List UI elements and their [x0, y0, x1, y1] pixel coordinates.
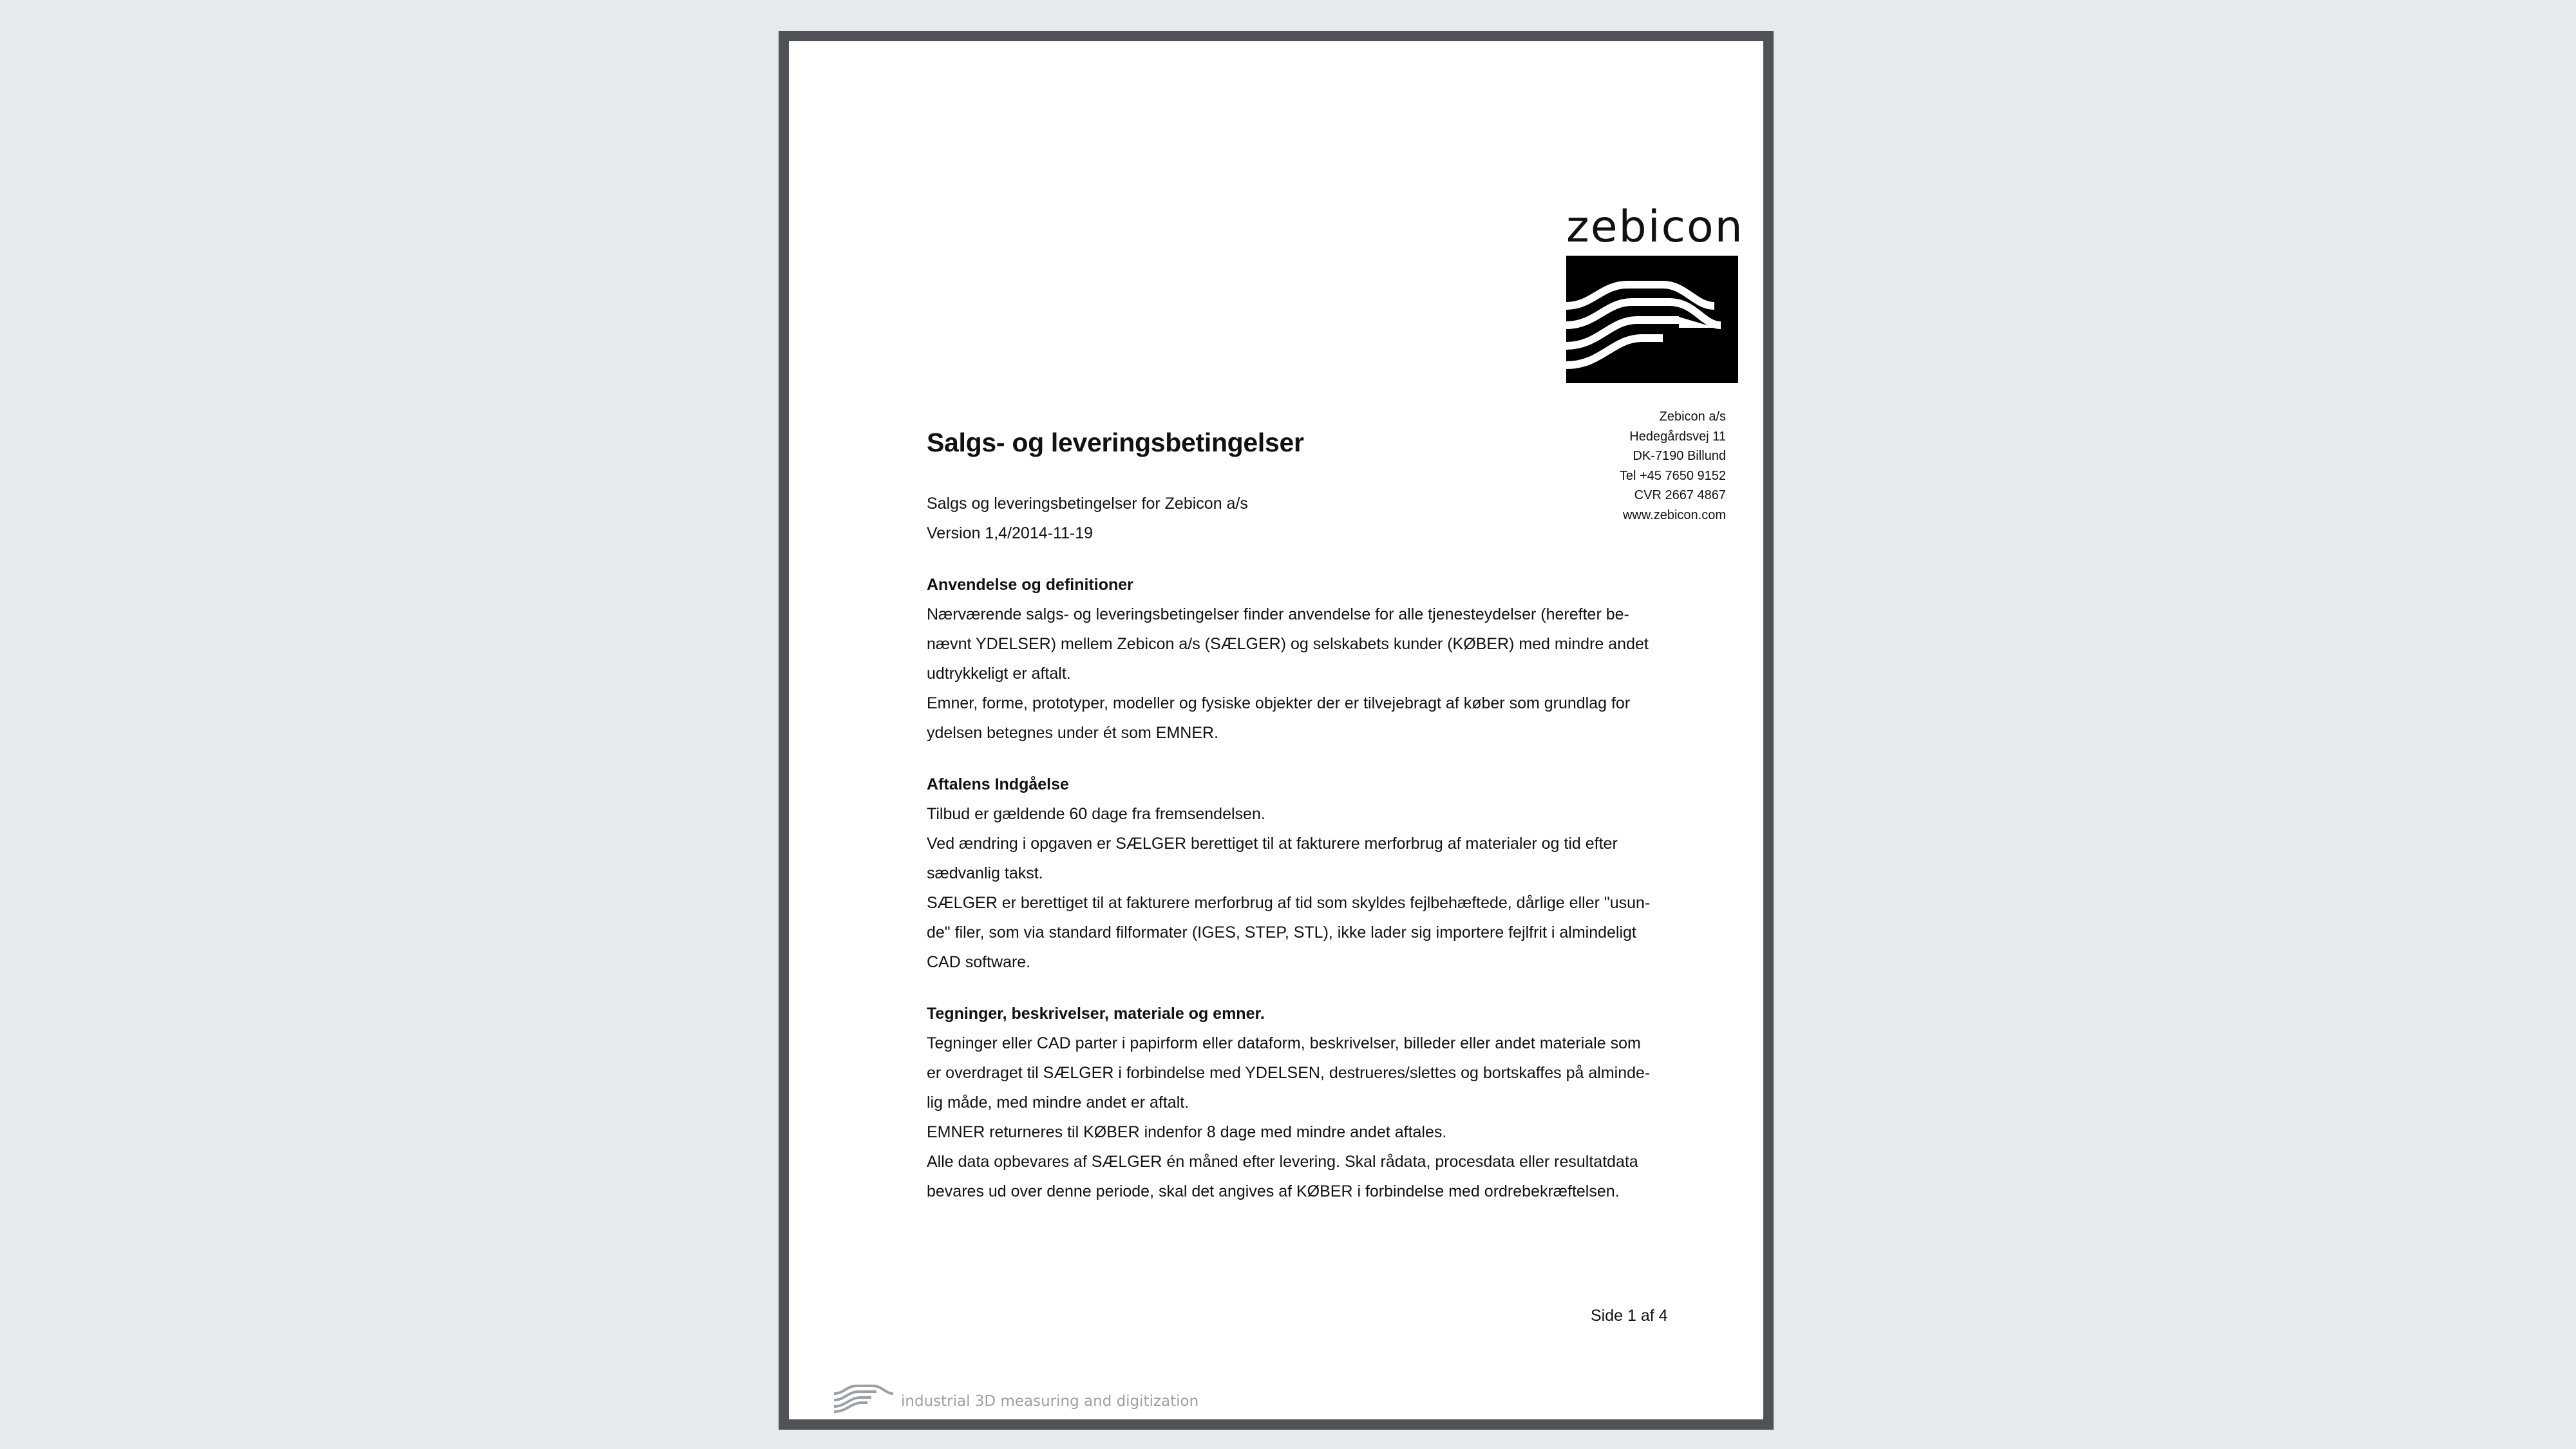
section-anvendelse: [927, 570, 1674, 748]
address-line: Tel +45 7650 9152: [1619, 468, 1726, 483]
section-heading: Aftalens Indgåelse: [927, 775, 1069, 793]
address-line: www.zebicon.com: [1622, 507, 1726, 522]
document-title: Salgs- og leveringsbetingelser: [927, 428, 1304, 457]
company-logo: [1566, 202, 1744, 383]
zebicon-wave-small-logo-icon: [834, 1381, 897, 1413]
document-subtitle: Salgs og leveringsbetingelser for Zebicon a/s: [927, 495, 1248, 513]
section-heading: Anvendelse og definitioner: [927, 576, 1133, 594]
address-line: Zebicon a/s: [1659, 410, 1726, 424]
address-line: DK-7190 Billund: [1633, 449, 1726, 463]
section-aftalens-indgaaelse: [927, 770, 1674, 977]
zebicon-wave-logo-icon: [1566, 256, 1738, 383]
logo-wordmark: zebicon: [1566, 202, 1744, 252]
section-tegninger: [927, 999, 1674, 1206]
address-line: Hedegårdsvej 11: [1629, 429, 1726, 444]
document-page: [789, 41, 1763, 1419]
footer-tagline: industrial 3D measuring and digitization: [901, 1393, 1199, 1410]
section-text: Tegninger eller CAD parter i papirform eller dataform, beskrivelser, billeder eller andet materiale som er overdraget til SÆLGER i forbindelse med YDELSEN, destrueres/slettes og bortskaffes på alminde- lig måde, med mindre andet er aftalt. EMNER returneres til KØBER indenfor 8 dage med mindre andet aftales. Alle data opbevares af SÆLGER én måned efter levering. Skal rådata, procesdata eller resultatdata bevares ud over denne periode, skal det angives af KØBER i forbindelse med ordrebekræftelsen.: [927, 1034, 1651, 1200]
page-indicator: Side 1 af 4: [1591, 1307, 1668, 1325]
document-version: Version 1,4/2014-11-19: [927, 524, 1094, 542]
document-viewer-frame: [779, 31, 1774, 1430]
section-heading: Tegninger, beskrivelser, materiale og emner.: [927, 1005, 1265, 1023]
page-footer: [834, 1381, 1198, 1413]
section-text: Tilbud er gældende 60 dage fra fremsendelsen. Ved ændring i opgaven er SÆLGER berettiget til at fakturere merforbrug af materialer og tid efter sædvanlig takst. SÆLGER er berettiget til at fakturere merforbrug af tid som skyldes fejlbehæftede, dårlige eller "usun- de" filer, som via standard filformater (IGES, STEP, STL), ikke lader sig importere fejlfrit i almindeligt CAD software.: [927, 805, 1651, 971]
document-body: [927, 428, 1674, 1206]
section-text: Nærværende salgs- og leveringsbetingelser finder anvendelse for alle tjenesteydelser (herefter be- nævnt YDELSER) mellem Zebicon a/s (SÆLGER) og selskabets kunder (KØBER) med mindre andet udtrykkeligt er aftalt. Emner, forme, prototyper, modeller og fysiske objekter der er tilvejebragt af køber som grundlag for ydelsen betegnes under ét som EMNER.: [927, 605, 1649, 742]
address-line: CVR 2667 4867: [1634, 488, 1726, 502]
